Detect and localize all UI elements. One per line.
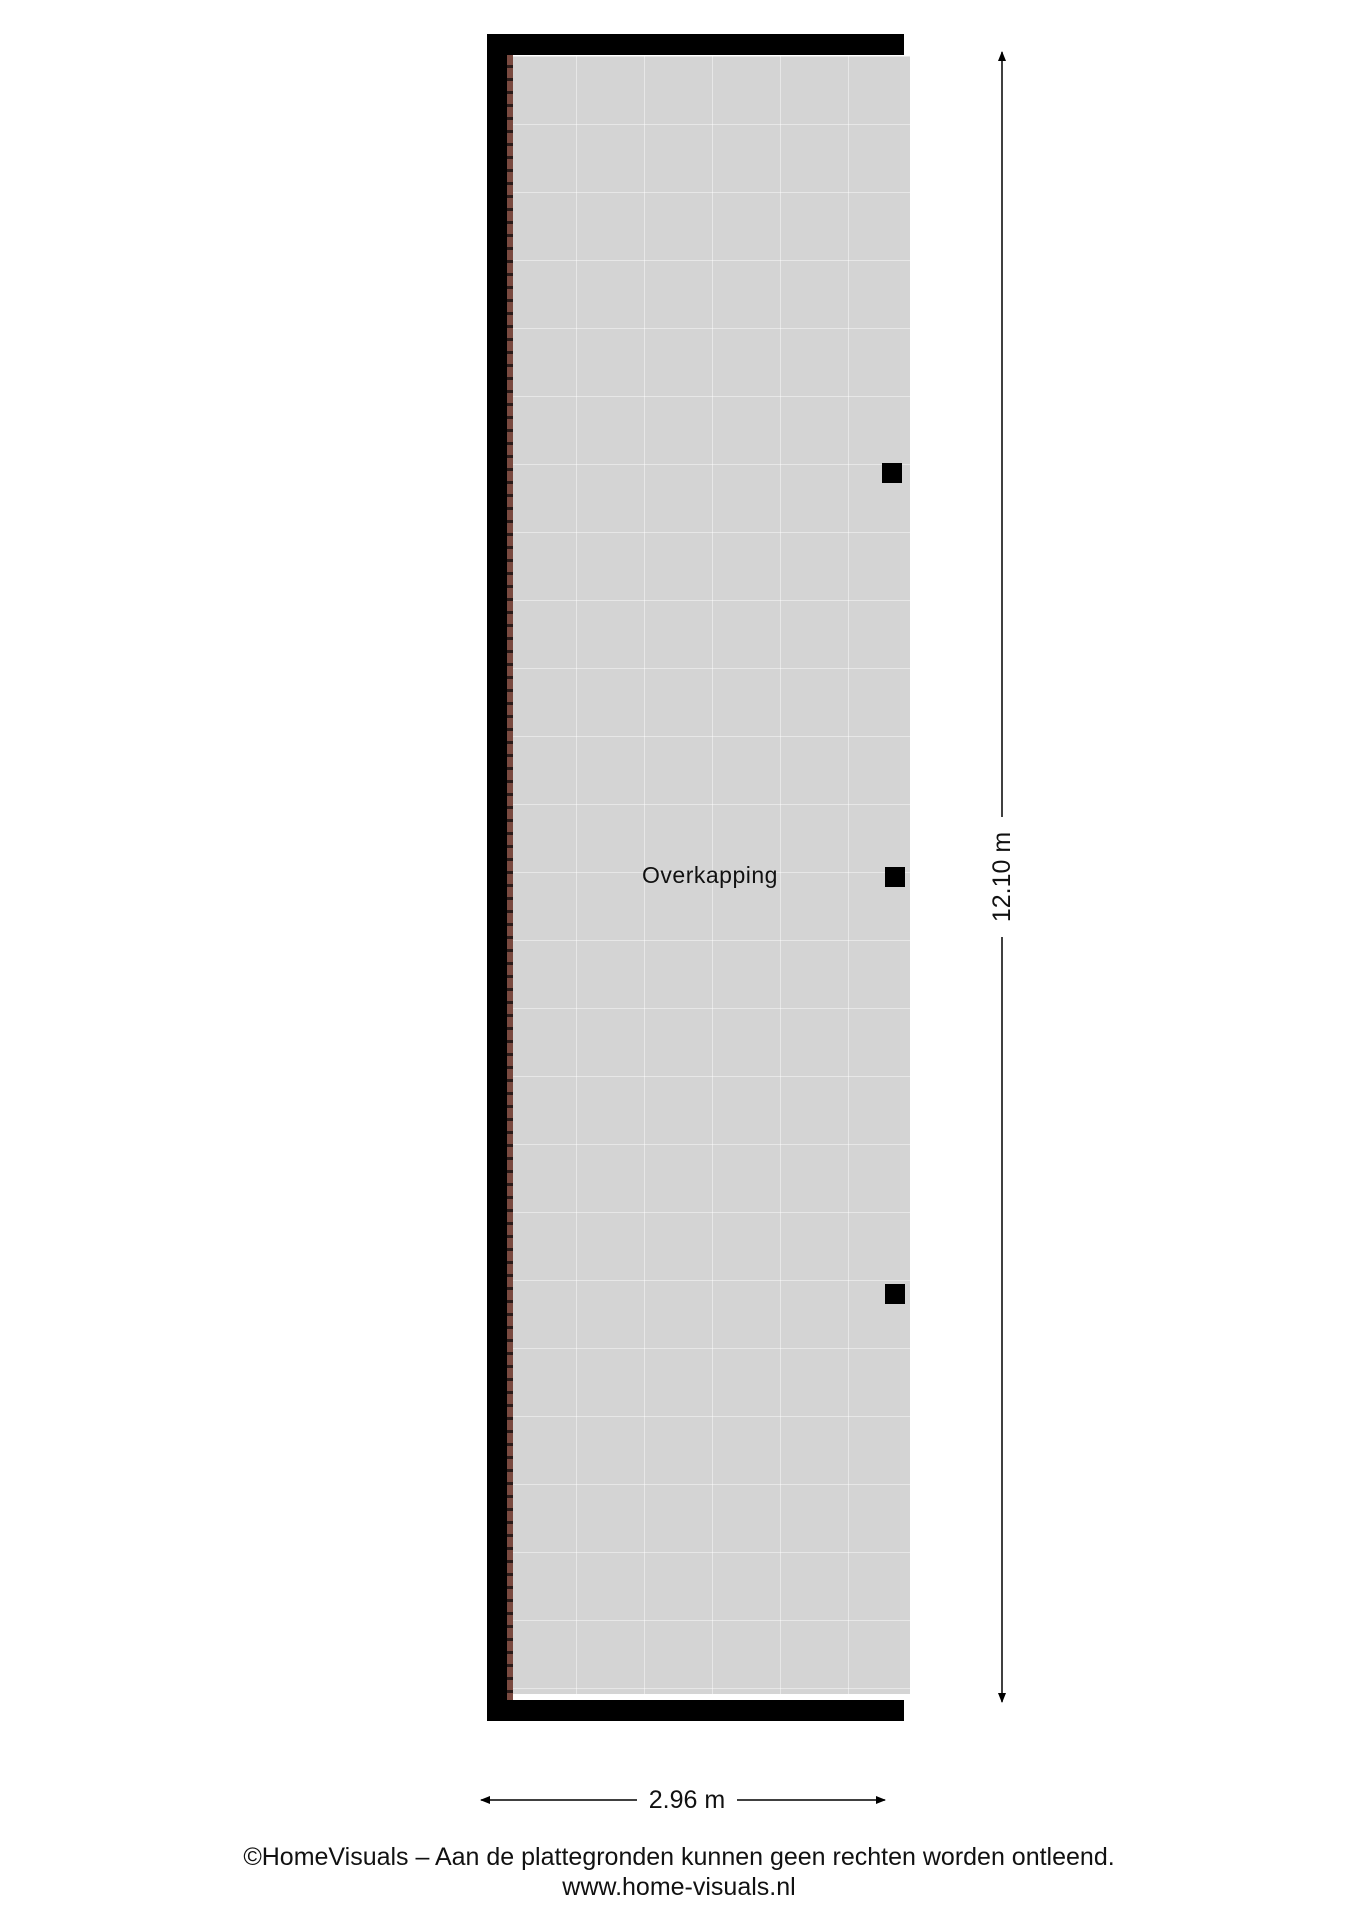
width-dimension-label: 2.96 m	[637, 1785, 737, 1815]
length-dimension-label: 12.10 m	[987, 817, 1017, 937]
copyright-notice: ©HomeVisuals – Aan de plattegronden kunnen geen rechten worden ontleend.	[243, 1843, 1115, 1871]
room-label: Overkapping	[642, 862, 778, 888]
website-link[interactable]: www.home-visuals.nl	[562, 1873, 796, 1901]
